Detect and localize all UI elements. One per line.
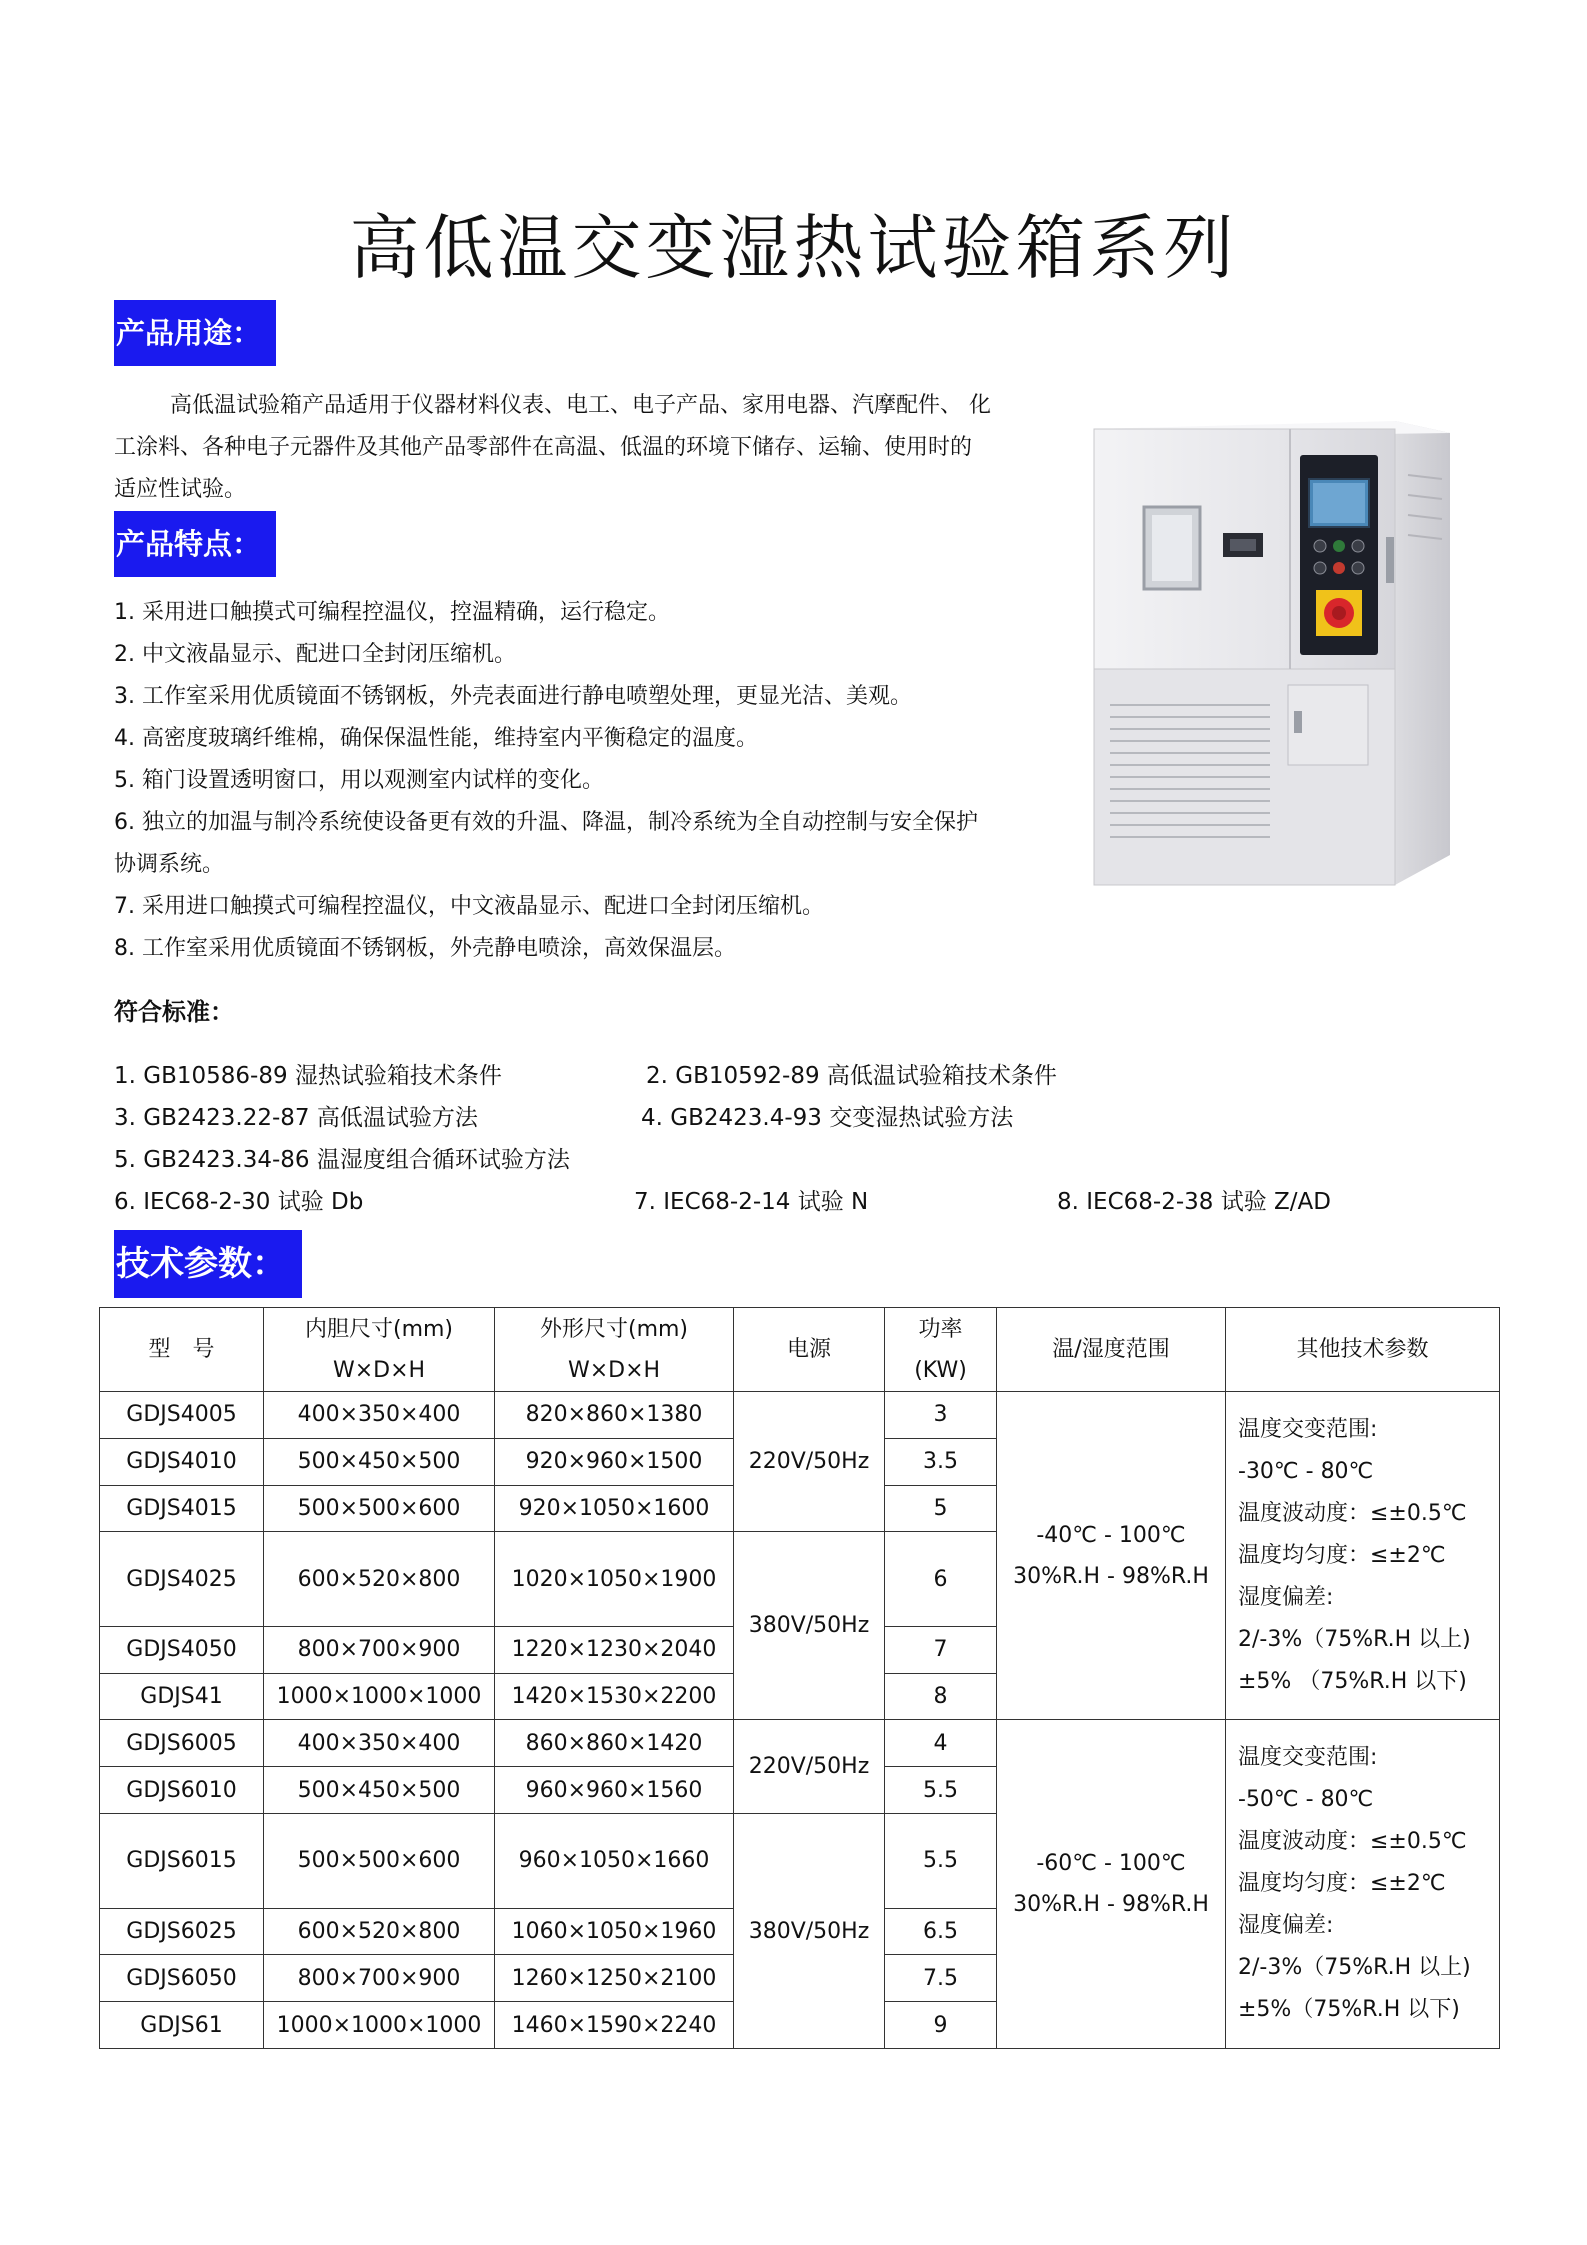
cell-outer: 1020×1050×1900 <box>495 1532 734 1627</box>
standard-item: 7. IEC68-2-14 试验 N <box>634 1189 869 1215</box>
cell-power: 7 <box>885 1626 997 1673</box>
feature-item: 3. 工作室采用优质镜面不锈钢板，外壳表面进行静电喷塑处理，更显光洁、美观。 <box>114 684 912 709</box>
cell-outer: 820×860×1380 <box>495 1392 734 1439</box>
standard-item: 3. GB2423.22-87 高低温试验方法 <box>114 1105 478 1131</box>
cell-power: 6.5 <box>885 1908 997 1955</box>
cell-model: GDJS6005 <box>100 1720 264 1767</box>
cell-outer: 920×1050×1600 <box>495 1485 734 1532</box>
cell-other-params: 温度交变范围: -50℃ - 80℃ 温度波动度：≤±0.5℃ 温度均匀度：≤±2℃ 湿度偏差: 2/-3%（75%R.H 以上) ±5%（75%R.H 以下) <box>1226 1720 1500 2049</box>
cell-model: GDJS4025 <box>100 1532 264 1627</box>
table-header-row <box>100 1308 1500 1392</box>
feature-item: 协调系统。 <box>114 852 225 877</box>
header-other: 其他技术参数 <box>1226 1308 1500 1392</box>
standard-item: 4. GB2423.4-93 交变湿热试验方法 <box>641 1105 1014 1131</box>
cell-outer: 1260×1250×2100 <box>495 1955 734 2002</box>
cell-other-params: 温度交变范围: -30℃ - 80℃ 温度波动度：≤±0.5℃ 温度均匀度：≤±2℃ 湿度偏差: 2/-3%（75%R.H 以上) ±5% （75%R.H 以下) <box>1226 1392 1500 1720</box>
header-power: 功率 (KW) <box>885 1308 997 1392</box>
feature-item: 4. 高密度玻璃纤维棉，确保保温性能，维持室内平衡稳定的温度。 <box>114 726 758 751</box>
spec-table <box>99 1307 1500 2049</box>
cell-model: GDJS6050 <box>100 1955 264 2002</box>
standard-item: 5. GB2423.34-86 温湿度组合循环试验方法 <box>114 1147 570 1173</box>
table-row <box>100 1392 1500 1439</box>
feature-item: 7. 采用进口触摸式可编程控温仪，中文液晶显示、配进口全封闭压缩机。 <box>114 894 824 919</box>
feature-item: 2. 中文液晶显示、配进口全封闭压缩机。 <box>114 642 516 667</box>
table-row <box>100 1720 1500 1767</box>
standard-item: 2. GB10592-89 高低温试验箱技术条件 <box>646 1063 1057 1089</box>
cell-power: 5.5 <box>885 1814 997 1909</box>
cell-power: 5 <box>885 1485 997 1532</box>
cell-inner: 500×450×500 <box>264 1767 495 1814</box>
features-heading: 产品特点： <box>114 511 276 577</box>
usage-paragraph <box>114 385 1064 511</box>
page-title: 高低温交变湿热试验箱系列 <box>349 207 1238 289</box>
cell-power: 9 <box>885 2002 997 2049</box>
cell-model: GDJS6015 <box>100 1814 264 1909</box>
standard-item: 6. IEC68-2-30 试验 Db <box>114 1189 364 1215</box>
cell-power: 8 <box>885 1673 997 1720</box>
cell-outer: 1460×1590×2240 <box>495 2002 734 2049</box>
cell-inner: 1000×1000×1000 <box>264 2002 495 2049</box>
feature-item: 5. 箱门设置透明窗口，用以观测室内试样的变化。 <box>114 768 604 793</box>
cell-inner: 500×500×600 <box>264 1485 495 1532</box>
feature-item: 6. 独立的加温与制冷系统使设备更有效的升温、降温，制冷系统为全自动控制与安全保护 <box>114 810 978 835</box>
header-outer-size: 外形尺寸(mm) W×D×H <box>495 1308 734 1392</box>
cell-outer: 960×1050×1660 <box>495 1814 734 1909</box>
cell-source: 220V/50Hz <box>734 1720 885 1814</box>
features-list <box>114 592 1064 970</box>
cell-outer: 960×960×1560 <box>495 1767 734 1814</box>
cell-source: 380V/50Hz <box>734 1532 885 1720</box>
cell-model: GDJS6025 <box>100 1908 264 1955</box>
cell-power: 3 <box>885 1392 997 1439</box>
cell-power: 7.5 <box>885 1955 997 2002</box>
cell-inner: 400×350×400 <box>264 1392 495 1439</box>
cell-outer: 920×960×1500 <box>495 1438 734 1485</box>
cell-model: GDJS6010 <box>100 1767 264 1814</box>
specs-heading: 技术参数： <box>114 1230 302 1298</box>
cell-model: GDJS4005 <box>100 1392 264 1439</box>
header-power-source: 电源 <box>734 1308 885 1392</box>
usage-line: 高低温试验箱产品适用于仪器材料仪表、电工、电子产品、家用电器、汽摩配件、 化 <box>170 393 991 418</box>
cell-model: GDJS4015 <box>100 1485 264 1532</box>
cell-outer: 860×860×1420 <box>495 1720 734 1767</box>
cell-inner: 500×450×500 <box>264 1438 495 1485</box>
feature-item: 1. 采用进口触摸式可编程控温仪，控温精确，运行稳定。 <box>114 600 670 625</box>
cell-power: 6 <box>885 1532 997 1627</box>
cell-power: 4 <box>885 1720 997 1767</box>
cell-model: GDJS4050 <box>100 1626 264 1673</box>
cell-model: GDJS41 <box>100 1673 264 1720</box>
cell-model: GDJS61 <box>100 2002 264 2049</box>
cell-inner: 400×350×400 <box>264 1720 495 1767</box>
cell-outer: 1220×1230×2040 <box>495 1626 734 1673</box>
header-inner-size: 内胆尺寸(mm) W×D×H <box>264 1308 495 1392</box>
cell-inner: 500×500×600 <box>264 1814 495 1909</box>
cell-inner: 1000×1000×1000 <box>264 1673 495 1720</box>
cell-outer: 1060×1050×1960 <box>495 1908 734 1955</box>
test-chamber-image <box>1090 415 1457 895</box>
header-range: 温/湿度范围 <box>997 1308 1226 1392</box>
cell-power: 3.5 <box>885 1438 997 1485</box>
standard-item: 8. IEC68-2-38 试验 Z/AD <box>1057 1189 1331 1215</box>
cell-inner: 600×520×800 <box>264 1908 495 1955</box>
cell-power: 5.5 <box>885 1767 997 1814</box>
feature-item: 8. 工作室采用优质镜面不锈钢板，外壳静电喷涂，高效保温层。 <box>114 936 736 961</box>
cell-outer: 1420×1530×2200 <box>495 1673 734 1720</box>
cell-source: 220V/50Hz <box>734 1392 885 1532</box>
cell-inner: 800×700×900 <box>264 1955 495 2002</box>
cell-model: GDJS4010 <box>100 1438 264 1485</box>
usage-line: 适应性试验。 <box>114 477 247 502</box>
header-model: 型 号 <box>100 1308 264 1392</box>
cell-range: -40℃ - 100℃ 30%R.H - 98%R.H <box>997 1392 1226 1720</box>
cell-inner: 800×700×900 <box>264 1626 495 1673</box>
usage-heading: 产品用途： <box>114 300 276 366</box>
cell-range: -60℃ - 100℃ 30%R.H - 98%R.H <box>997 1720 1226 2049</box>
usage-line: 工涂料、各种电子元器件及其他产品零部件在高温、低温的环境下储存、运输、使用时的 <box>114 435 973 460</box>
standards-heading: 符合标准： <box>114 998 234 1026</box>
cell-source: 380V/50Hz <box>734 1814 885 2049</box>
standard-item: 1. GB10586-89 湿热试验箱技术条件 <box>114 1063 502 1089</box>
cell-inner: 600×520×800 <box>264 1532 495 1627</box>
